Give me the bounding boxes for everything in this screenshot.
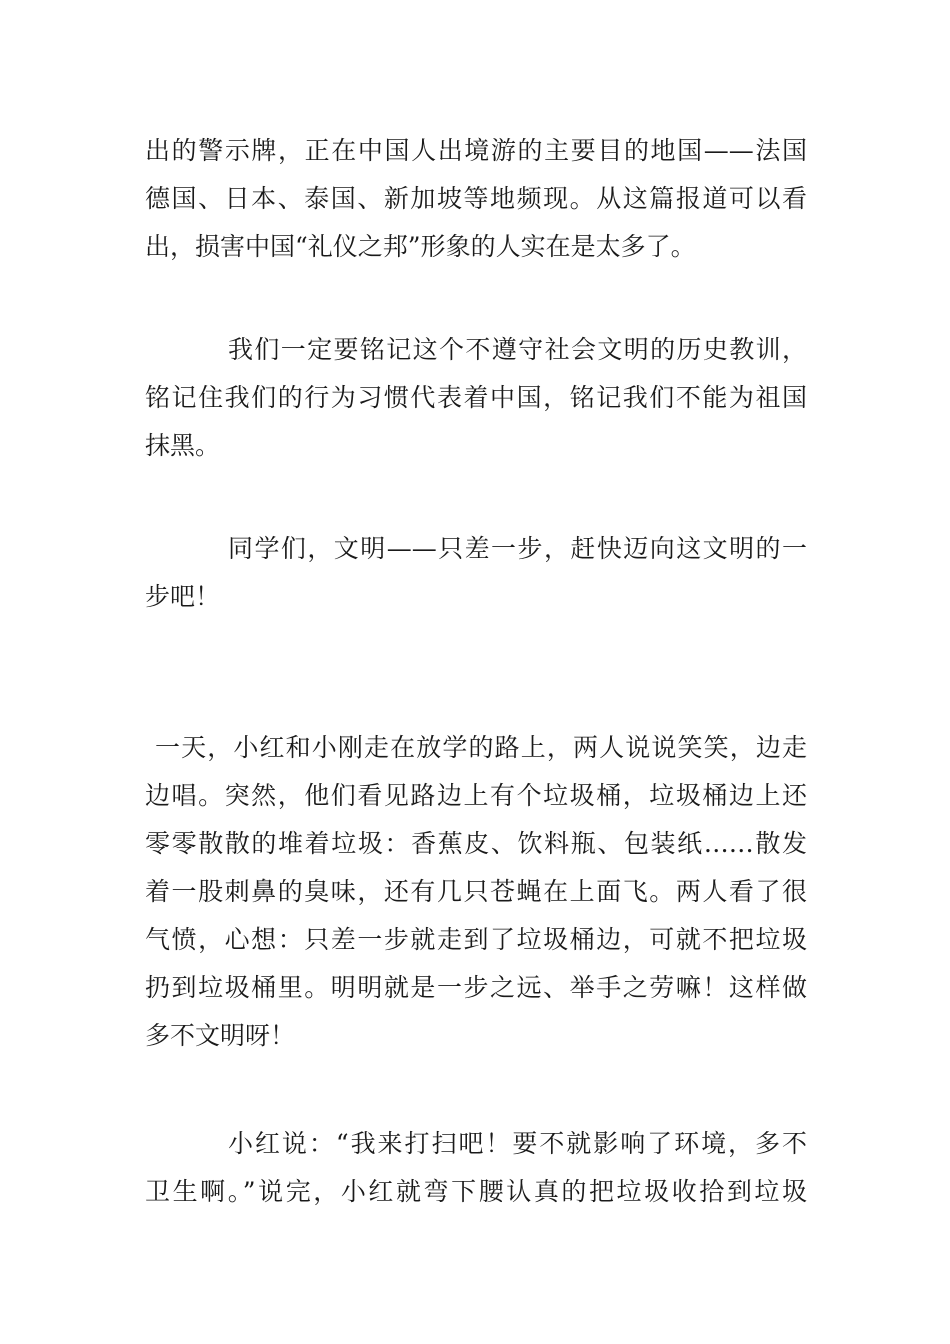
text-line: 小红说：“我来打扫吧！要不就影响了环境，多不 <box>228 1129 807 1158</box>
text-line: 零零散散的堆着垃圾：香蕉皮、饮料瓶、包装纸……散发 <box>145 829 807 858</box>
text-line: 扔到垃圾桶里。明明就是一步之远、举手之劳嘛！这样做 <box>145 973 807 1002</box>
text-line: 气愤，心想：只差一步就走到了垃圾桶边，可就不把垃圾 <box>145 925 807 954</box>
text-line: 一天，小红和小刚走在放学的路上，两人说说笑笑，边走 <box>155 733 807 762</box>
paragraph-3 <box>145 525 807 621</box>
text-line: 出的警示牌，正在中国人出境游的主要目的地国——法国 <box>145 136 807 165</box>
text-line: 卫生啊。”说完，小红就弯下腰认真的把垃圾收拾到垃圾 <box>145 1177 807 1206</box>
text-line: 步吧！ <box>145 582 221 611</box>
paragraph-2 <box>145 326 807 470</box>
text-line: 着一股刺鼻的臭味，还有几只苍蝇在上面飞。两人看了很 <box>145 877 807 906</box>
text-line: 抹黑。 <box>145 431 221 460</box>
text-line: 铭记住我们的行为习惯代表着中国，铭记我们不能为祖国 <box>145 383 807 412</box>
paragraph-4 <box>145 724 807 1060</box>
text-line: 我们一定要铭记这个不遵守社会文明的历史教训， <box>228 335 807 364</box>
text-line: 同学们，文明——只差一步，赶快迈向这文明的一 <box>228 534 807 563</box>
text-line: 德国、日本、泰国、新加坡等地频现。从这篇报道可以看 <box>145 184 807 213</box>
text-line: 出，损害中国“礼仪之邦”形象的人实在是太多了。 <box>145 232 696 261</box>
paragraph-5 <box>145 1120 807 1216</box>
text-line: 边唱。突然，他们看见路边上有个垃圾桶，垃圾桶边上还 <box>145 781 807 810</box>
paragraph-1 <box>145 127 807 271</box>
text-line: 多不文明呀！ <box>145 1021 296 1050</box>
